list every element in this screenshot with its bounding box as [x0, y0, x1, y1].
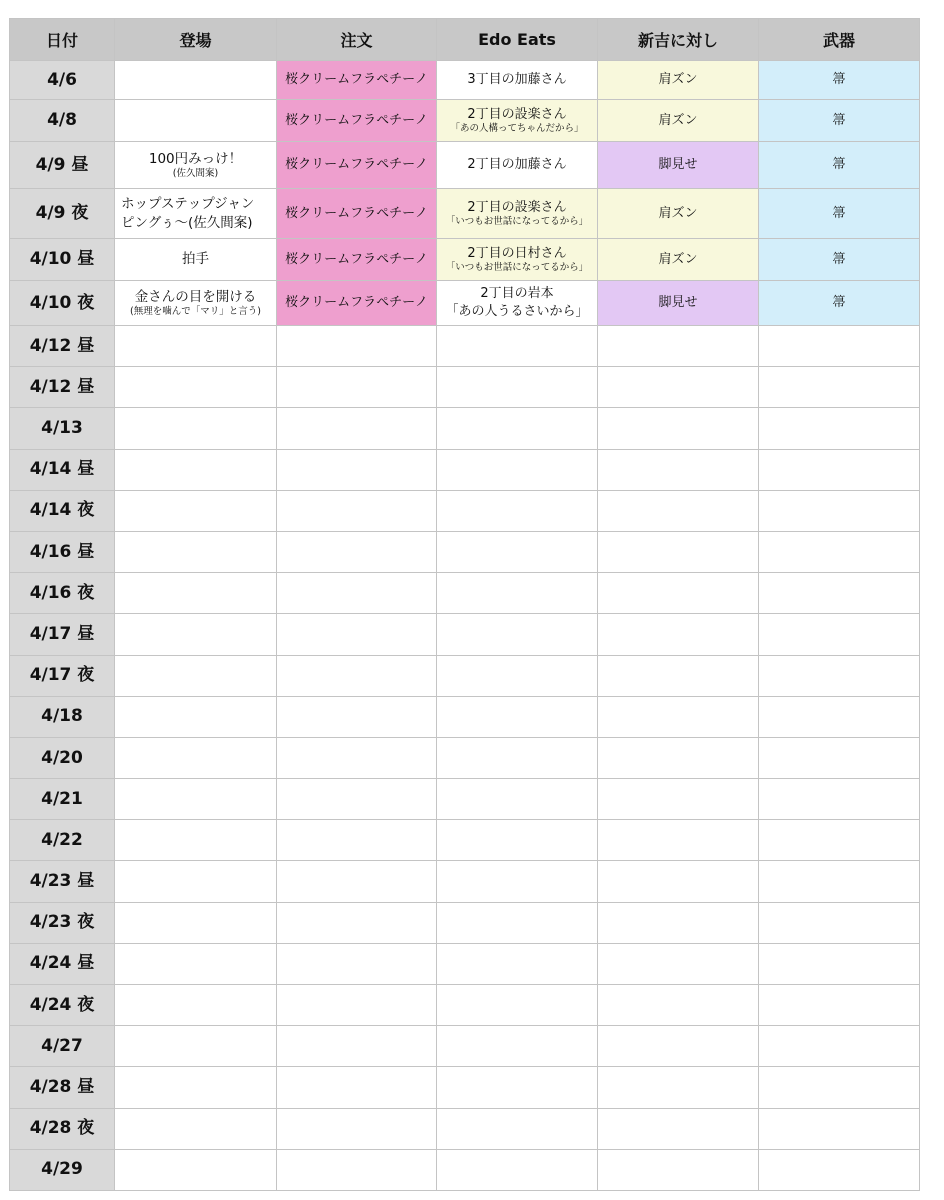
shinkichi-cell — [598, 573, 759, 614]
appearance-cell — [115, 490, 277, 531]
table-row — [10, 1149, 920, 1190]
appearance-cell — [115, 985, 277, 1026]
weapon-cell — [759, 655, 920, 696]
shinkichi-cell — [598, 861, 759, 902]
weapon-cell — [759, 449, 920, 490]
edo-eats-cell — [437, 779, 598, 820]
weapon-cell — [759, 367, 920, 408]
edo-eats-note: 「あの人構ってちゃんだから」 — [450, 123, 584, 135]
edo-eats-cell — [437, 490, 598, 531]
appearance-cell — [115, 281, 277, 326]
weapon-cell: 箒 — [759, 281, 920, 326]
weapon-cell — [759, 737, 920, 778]
edo-eats-cell — [437, 861, 598, 902]
weapon-cell — [759, 1067, 920, 1108]
edo-eats-cell — [437, 100, 598, 142]
weapon-cell — [759, 1026, 920, 1067]
table-row — [10, 696, 920, 737]
order-cell: 桜クリームフラペチーノ — [277, 189, 437, 239]
weapon-cell — [759, 943, 920, 984]
header-appearance: 登場 — [115, 19, 277, 61]
appearance-cell — [115, 189, 277, 239]
edo-eats-cell — [437, 408, 598, 449]
order-cell: 桜クリームフラペチーノ — [277, 100, 437, 142]
table-row — [10, 902, 920, 943]
order-cell — [277, 820, 437, 861]
order-cell — [277, 490, 437, 531]
date-cell: 4/8 — [10, 100, 115, 142]
weapon-cell — [759, 861, 920, 902]
edo-eats-cell — [437, 239, 598, 281]
edo-eats-text: 2丁目の設楽さん — [467, 106, 567, 122]
appearance-cell — [115, 1108, 277, 1149]
edo-eats-cell — [437, 326, 598, 367]
order-cell — [277, 614, 437, 655]
shinkichi-cell: 肩ズン — [598, 100, 759, 142]
shinkichi-cell — [598, 367, 759, 408]
edo-eats-note: 「いつもお世話になってるから」 — [445, 216, 589, 228]
weapon-cell — [759, 326, 920, 367]
order-cell — [277, 737, 437, 778]
shinkichi-cell: 肩ズン — [598, 239, 759, 281]
table-row — [10, 943, 920, 984]
appearance-cell — [115, 902, 277, 943]
weapon-cell — [759, 902, 920, 943]
shinkichi-cell — [598, 655, 759, 696]
edo-eats-cell — [437, 737, 598, 778]
appearance-cell — [115, 449, 277, 490]
table-row — [10, 142, 920, 189]
order-cell — [277, 779, 437, 820]
date-cell: 4/16 昼 — [10, 531, 115, 572]
header-row — [10, 19, 920, 61]
date-cell: 4/23 昼 — [10, 861, 115, 902]
shinkichi-cell: 脚見せ — [598, 142, 759, 189]
shinkichi-cell — [598, 1108, 759, 1149]
weapon-cell — [759, 820, 920, 861]
shinkichi-cell — [598, 1067, 759, 1108]
table-row — [10, 326, 920, 367]
edo-eats-cell — [437, 1108, 598, 1149]
weapon-cell — [759, 408, 920, 449]
edo-eats-cell — [437, 142, 598, 189]
table-row — [10, 408, 920, 449]
edo-eats-text: 2丁目の日村さん — [467, 245, 567, 261]
order-cell: 桜クリームフラペチーノ — [277, 142, 437, 189]
shinkichi-cell — [598, 1026, 759, 1067]
edo-eats-cell — [437, 985, 598, 1026]
date-cell: 4/12 昼 — [10, 326, 115, 367]
date-cell: 4/9 夜 — [10, 189, 115, 239]
edo-eats-cell — [437, 655, 598, 696]
order-cell — [277, 696, 437, 737]
table-row — [10, 985, 920, 1026]
date-cell: 4/10 昼 — [10, 239, 115, 281]
appearance-cell — [115, 820, 277, 861]
shinkichi-cell — [598, 490, 759, 531]
date-cell: 4/9 昼 — [10, 142, 115, 189]
date-cell: 4/14 夜 — [10, 490, 115, 531]
appearance-cell — [115, 61, 277, 100]
weapon-cell — [759, 1108, 920, 1149]
edo-eats-text: 3丁目の加藤さん — [467, 72, 567, 88]
shinkichi-cell — [598, 737, 759, 778]
appearance-cell — [115, 408, 277, 449]
appearance-cell — [115, 1149, 277, 1190]
weapon-cell — [759, 531, 920, 572]
table-row — [10, 189, 920, 239]
header-order: 注文 — [277, 19, 437, 61]
date-cell: 4/28 昼 — [10, 1067, 115, 1108]
edo-eats-cell — [437, 820, 598, 861]
appearance-cell — [115, 1026, 277, 1067]
table-row — [10, 367, 920, 408]
header-shinkichi: 新吉に対し — [598, 19, 759, 61]
weapon-cell: 箒 — [759, 189, 920, 239]
header-weapon: 武器 — [759, 19, 920, 61]
schedule-table — [9, 18, 920, 1191]
shinkichi-cell — [598, 943, 759, 984]
weapon-cell — [759, 614, 920, 655]
date-cell: 4/14 昼 — [10, 449, 115, 490]
order-cell — [277, 943, 437, 984]
appearance-text: 100円みっけ！ — [148, 150, 243, 167]
appearance-cell — [115, 367, 277, 408]
weapon-cell: 箒 — [759, 239, 920, 281]
shinkichi-cell — [598, 696, 759, 737]
date-cell: 4/22 — [10, 820, 115, 861]
weapon-cell: 箒 — [759, 142, 920, 189]
order-cell — [277, 1149, 437, 1190]
weapon-cell: 箒 — [759, 100, 920, 142]
appearance-cell — [115, 943, 277, 984]
appearance-text: 金さんの目を開ける — [134, 288, 257, 305]
weapon-cell — [759, 490, 920, 531]
table-row — [10, 779, 920, 820]
appearance-cell — [115, 531, 277, 572]
shinkichi-cell — [598, 902, 759, 943]
weapon-cell: 箒 — [759, 61, 920, 100]
appearance-cell — [115, 573, 277, 614]
edo-eats-cell — [437, 61, 598, 100]
table-row — [10, 1026, 920, 1067]
edo-eats-cell — [437, 531, 598, 572]
table-row — [10, 655, 920, 696]
order-cell — [277, 326, 437, 367]
shinkichi-cell — [598, 1149, 759, 1190]
table-row — [10, 281, 920, 326]
header-date: 日付 — [10, 19, 115, 61]
appearance-cell — [115, 737, 277, 778]
shinkichi-cell — [598, 449, 759, 490]
date-cell: 4/10 夜 — [10, 281, 115, 326]
appearance-note: (無理を噛んで「マリ」と言う) — [130, 305, 261, 317]
edo-eats-text: 2丁目の加藤さん — [467, 157, 567, 173]
edo-eats-cell — [437, 1067, 598, 1108]
date-cell: 4/27 — [10, 1026, 115, 1067]
date-cell: 4/24 夜 — [10, 985, 115, 1026]
shinkichi-cell: 肩ズン — [598, 61, 759, 100]
header-edo-eats: Edo Eats — [437, 19, 598, 61]
edo-eats-cell — [437, 1149, 598, 1190]
edo-eats-cell — [437, 281, 598, 326]
appearance-note: (佐久間案) — [172, 167, 219, 179]
appearance-cell — [115, 100, 277, 142]
order-cell — [277, 1108, 437, 1149]
edo-eats-cell — [437, 449, 598, 490]
date-cell: 4/24 昼 — [10, 943, 115, 984]
shinkichi-cell — [598, 985, 759, 1026]
appearance-cell — [115, 696, 277, 737]
appearance-cell — [115, 142, 277, 189]
shinkichi-cell: 脚見せ — [598, 281, 759, 326]
table-row — [10, 1067, 920, 1108]
order-cell: 桜クリームフラペチーノ — [277, 239, 437, 281]
shinkichi-cell — [598, 614, 759, 655]
order-cell — [277, 985, 437, 1026]
order-cell — [277, 449, 437, 490]
order-cell: 桜クリームフラペチーノ — [277, 61, 437, 100]
shinkichi-cell — [598, 820, 759, 861]
shinkichi-cell — [598, 326, 759, 367]
order-cell — [277, 408, 437, 449]
date-cell: 4/20 — [10, 737, 115, 778]
shinkichi-cell: 肩ズン — [598, 189, 759, 239]
appearance-text: ホップステップジャン — [121, 196, 255, 213]
edo-eats-cell — [437, 189, 598, 239]
table-row — [10, 61, 920, 100]
edo-eats-cell — [437, 696, 598, 737]
date-cell: 4/17 昼 — [10, 614, 115, 655]
order-cell — [277, 573, 437, 614]
date-cell: 4/13 — [10, 408, 115, 449]
edo-eats-cell — [437, 902, 598, 943]
shinkichi-cell — [598, 531, 759, 572]
order-cell — [277, 861, 437, 902]
weapon-cell — [759, 1149, 920, 1190]
weapon-cell — [759, 779, 920, 820]
table-row — [10, 239, 920, 281]
shinkichi-cell — [598, 408, 759, 449]
weapon-cell — [759, 985, 920, 1026]
date-cell: 4/23 夜 — [10, 902, 115, 943]
edo-eats-text: 2丁目の設楽さん — [467, 199, 567, 215]
appearance-cell — [115, 326, 277, 367]
order-cell — [277, 1067, 437, 1108]
table-row — [10, 573, 920, 614]
table-row — [10, 449, 920, 490]
date-cell: 4/29 — [10, 1149, 115, 1190]
date-cell: 4/12 昼 — [10, 367, 115, 408]
edo-eats-note: 「あの人うるさいから」 — [445, 304, 589, 319]
edo-eats-note: 「いつもお世話になってるから」 — [445, 262, 589, 274]
table-row — [10, 1108, 920, 1149]
table-row — [10, 100, 920, 142]
table-row — [10, 820, 920, 861]
order-cell — [277, 367, 437, 408]
shinkichi-cell — [598, 779, 759, 820]
date-cell: 4/6 — [10, 61, 115, 100]
table-row — [10, 490, 920, 531]
edo-eats-cell — [437, 1026, 598, 1067]
appearance-cell — [115, 1067, 277, 1108]
weapon-cell — [759, 573, 920, 614]
order-cell — [277, 655, 437, 696]
order-cell: 桜クリームフラペチーノ — [277, 281, 437, 326]
table-row — [10, 861, 920, 902]
date-cell: 4/18 — [10, 696, 115, 737]
order-cell — [277, 531, 437, 572]
table-row — [10, 737, 920, 778]
table-row — [10, 614, 920, 655]
appearance-cell — [115, 614, 277, 655]
date-cell: 4/28 夜 — [10, 1108, 115, 1149]
date-cell: 4/16 夜 — [10, 573, 115, 614]
edo-eats-cell — [437, 943, 598, 984]
edo-eats-cell — [437, 573, 598, 614]
appearance-cell — [115, 779, 277, 820]
edo-eats-text: 2丁目の岩本 — [480, 286, 554, 302]
order-cell — [277, 902, 437, 943]
appearance-cell — [115, 655, 277, 696]
date-cell: 4/17 夜 — [10, 655, 115, 696]
edo-eats-cell — [437, 367, 598, 408]
appearance-cell — [115, 861, 277, 902]
appearance-note: ピングぅ〜(佐久間案) — [121, 214, 253, 231]
date-cell: 4/21 — [10, 779, 115, 820]
weapon-cell — [759, 696, 920, 737]
edo-eats-cell — [437, 614, 598, 655]
appearance-text: 拍手 — [182, 251, 209, 268]
appearance-cell — [115, 239, 277, 281]
table-row — [10, 531, 920, 572]
order-cell — [277, 1026, 437, 1067]
